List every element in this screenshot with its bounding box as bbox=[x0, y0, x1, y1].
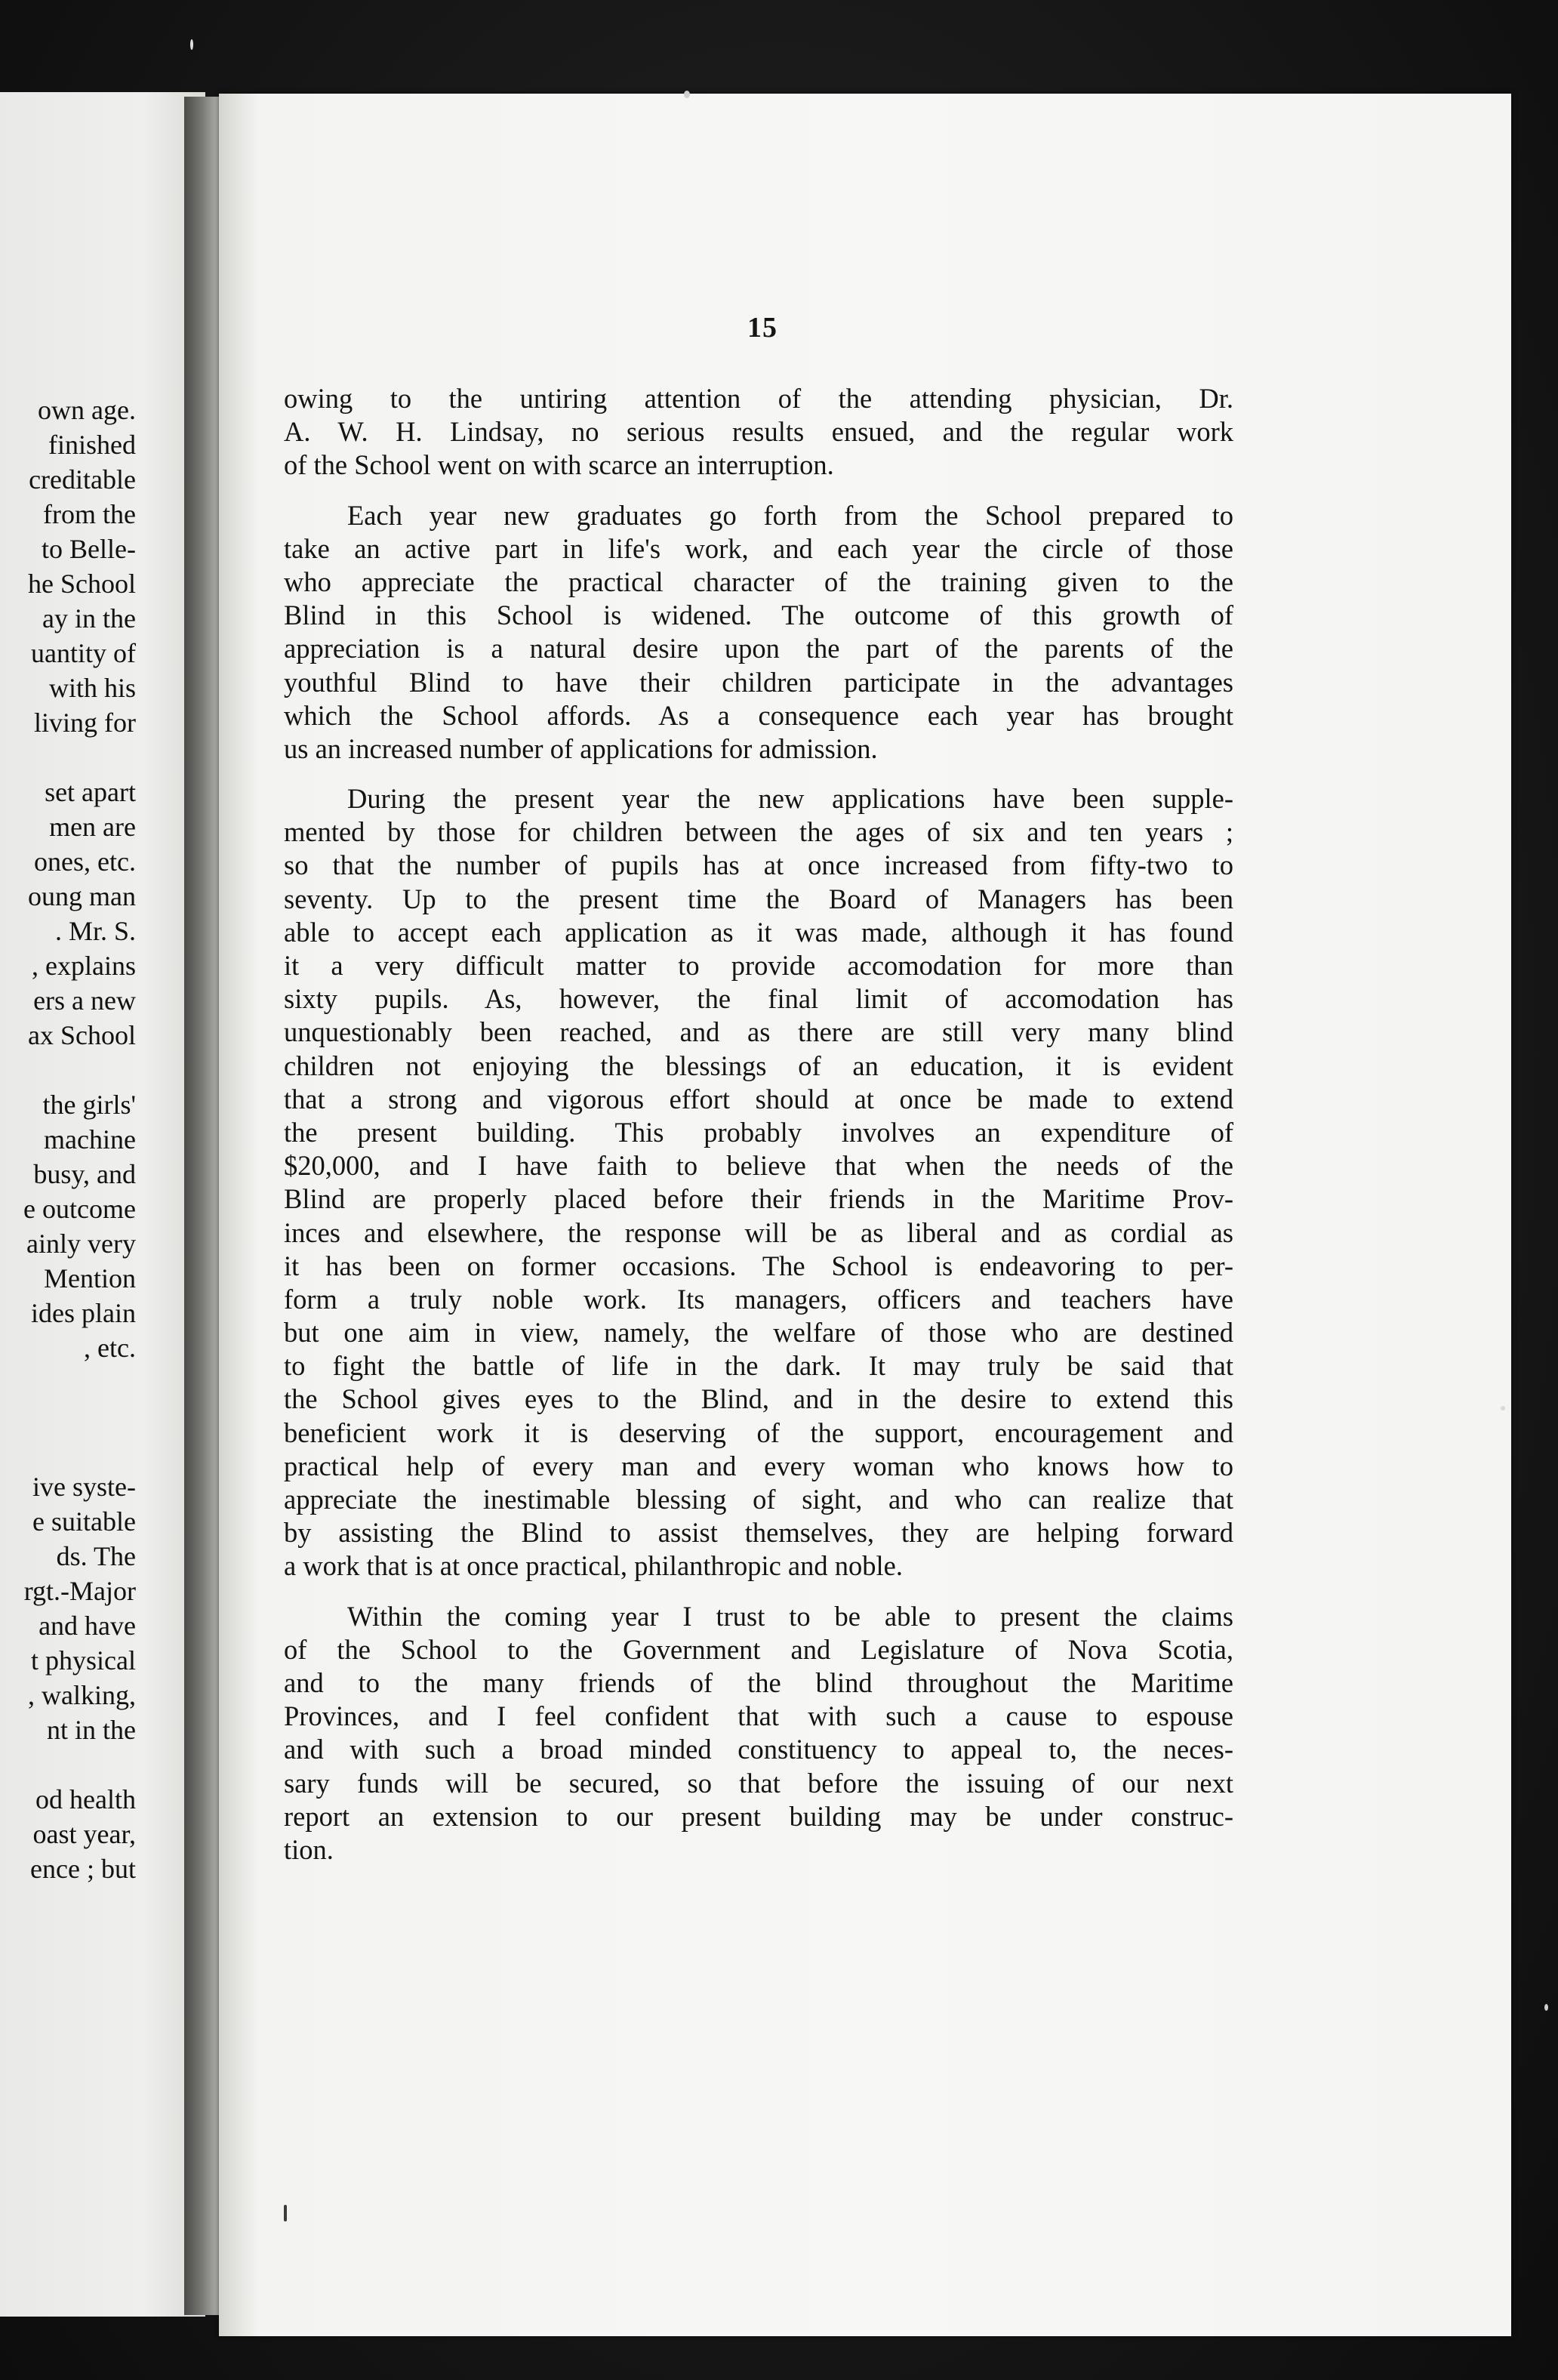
left-page-line: ay in the bbox=[42, 603, 136, 634]
text-line: inces and elsewhere, the response will be as liberal and as cordial as bbox=[284, 1216, 1233, 1248]
left-page-line: he School bbox=[28, 569, 136, 599]
text-line: A. W. H. Lindsay, no serious results ensued, and the regular work bbox=[284, 416, 1233, 448]
text-line: but one aim in view, namely, the welfare of those who are destined bbox=[284, 1317, 1233, 1349]
text-line: Blind are properly placed before their friends in the Maritime Prov- bbox=[284, 1183, 1233, 1215]
left-page-line: uantity of bbox=[31, 638, 136, 668]
text-line: sixty pupils. As, however, the final limit of accomodation has bbox=[284, 983, 1233, 1015]
text-line: which the School affords. As a consequence each year has brought bbox=[284, 699, 1233, 731]
left-page-line: finished bbox=[48, 430, 136, 460]
left-page-line: ides plain bbox=[31, 1298, 136, 1328]
left-page-line: creditable bbox=[29, 464, 136, 495]
left-page-line: ones, etc. bbox=[34, 846, 136, 877]
left-page-line bbox=[0, 1365, 136, 1400]
scan-speck bbox=[1544, 2004, 1548, 2011]
left-page-line: and have bbox=[38, 1611, 136, 1641]
left-page-line: ds. The bbox=[56, 1541, 136, 1571]
text-line: it has been on former occasions. The School is endeavoring to per- bbox=[284, 1250, 1233, 1281]
text-line: us an increased number of applications for admission. bbox=[284, 732, 878, 764]
text-line: sary funds will be secured, so that before the issuing of our next bbox=[284, 1767, 1233, 1799]
text-line: $20,000, and I have faith to believe that when the needs of the bbox=[284, 1150, 1233, 1182]
text-line: and to the many friends of the blind throughout the Maritime bbox=[284, 1666, 1233, 1698]
text-line: children not enjoying the blessings of an education, it is evident bbox=[284, 1050, 1233, 1081]
left-page-line: , walking, bbox=[28, 1680, 136, 1710]
left-page-line: to Belle- bbox=[42, 534, 136, 564]
text-line: who appreciate the practical character of the training given to the bbox=[284, 566, 1233, 597]
left-page-line: nt in the bbox=[47, 1715, 136, 1745]
left-page-line: from the bbox=[43, 499, 136, 529]
left-page-line: , etc. bbox=[84, 1333, 136, 1363]
left-page-line: t physical bbox=[31, 1645, 136, 1676]
left-page-line: living for bbox=[34, 708, 136, 738]
text-line: form a truly noble work. Its managers, officers and teachers have bbox=[284, 1283, 1233, 1315]
scan-speck bbox=[190, 39, 193, 50]
text-line: take an active part in life's work, and each year the circle of those bbox=[284, 532, 1233, 564]
scan-speck bbox=[1501, 1406, 1505, 1410]
left-page-line: rgt.-Major bbox=[23, 1576, 136, 1606]
text-line: by assisting the Blind to assist themselves, they are helping forward bbox=[284, 1517, 1233, 1549]
left-page-line bbox=[0, 1053, 136, 1087]
left-page-line: with his bbox=[48, 673, 136, 703]
text-line: unquestionably been reached, and as there are still very many blind bbox=[284, 1016, 1233, 1048]
left-page-line: machine bbox=[44, 1124, 136, 1155]
text-line: appreciate the inestimable blessing of sight, and who can realize that bbox=[284, 1484, 1233, 1515]
left-page-line: set apart bbox=[45, 777, 136, 807]
text-line: youthful Blind to have their children participate in the advantages bbox=[284, 666, 1233, 698]
left-page-line: e outcome bbox=[23, 1194, 136, 1224]
left-page-line: oast year, bbox=[32, 1819, 136, 1849]
left-page-line bbox=[0, 1400, 136, 1435]
text-line: the School gives eyes to the Blind, and in the desire to extend this bbox=[284, 1383, 1233, 1415]
paragraph bbox=[284, 499, 1233, 766]
left-page-line: ence ; but bbox=[30, 1854, 136, 1884]
left-page-line: own age. bbox=[38, 395, 136, 425]
text-line: and with such a broad minded constituency to appeal to, the neces- bbox=[284, 1734, 1233, 1765]
left-page-line: Mention bbox=[44, 1263, 136, 1293]
text-line: of the School went on with scarce an interruption. bbox=[284, 449, 834, 481]
text-line: to fight the battle of life in the dark. It may truly be said that bbox=[284, 1350, 1233, 1382]
left-page-text-column bbox=[0, 393, 136, 1886]
text-line: beneficient work it is deserving of the support, encouragement and bbox=[284, 1417, 1233, 1448]
text-line: so that the number of pupils has at once increased from fifty-two to bbox=[284, 849, 1233, 881]
left-page bbox=[0, 92, 205, 2317]
left-page-line bbox=[0, 1435, 136, 1469]
text-line: appreciation is a natural desire upon the part of the parents of the bbox=[284, 633, 1233, 664]
left-page-line: e suitable bbox=[32, 1506, 136, 1537]
text-line: owing to the untiring attention of the attending physician, Dr. bbox=[284, 383, 1233, 414]
text-line: of the School to the Government and Legislature of Nova Scotia, bbox=[284, 1633, 1233, 1665]
left-page-line bbox=[0, 740, 136, 775]
text-line: that a strong and vigorous effort should at once be made to extend bbox=[284, 1083, 1233, 1114]
text-line: mented by those for children between the ages of six and ten years ; bbox=[284, 816, 1233, 848]
paragraph bbox=[284, 782, 1233, 1583]
scan-speck bbox=[284, 2205, 287, 2221]
text-line: report an extension to our present building may be under construc- bbox=[284, 1800, 1233, 1832]
left-page-line: ax School bbox=[28, 1020, 136, 1050]
text-line: Each year new graduates go forth from the School prepared to bbox=[347, 499, 1233, 531]
text-line: During the present year the new applications have been supple- bbox=[347, 783, 1233, 815]
left-page-line: ive syste- bbox=[32, 1472, 136, 1502]
left-page-line: busy, and bbox=[33, 1159, 136, 1189]
left-page-line: oung man bbox=[28, 881, 136, 911]
text-line: tion. bbox=[284, 1833, 334, 1865]
left-page-line: men are bbox=[49, 812, 136, 842]
paragraph bbox=[284, 1600, 1233, 1867]
body-text bbox=[284, 382, 1233, 1867]
page-number: 15 bbox=[747, 312, 777, 344]
text-line: Within the coming year I trust to be able to present the claims bbox=[347, 1600, 1233, 1632]
left-page-line: ers a new bbox=[33, 985, 136, 1016]
text-line: Provinces, and I feel confident that with such a cause to espouse bbox=[284, 1700, 1233, 1732]
left-page-line: the girls' bbox=[42, 1090, 136, 1120]
text-line: a work that is at once practical, philanthropic and noble. bbox=[284, 1550, 903, 1582]
paragraph bbox=[284, 382, 1233, 482]
text-line: the present building. This probably involves an expenditure of bbox=[284, 1116, 1233, 1148]
text-line: able to accept each application as it was made, although it has found bbox=[284, 916, 1233, 948]
left-page-line: ainly very bbox=[26, 1229, 136, 1259]
left-page-line: . Mr. S. bbox=[54, 916, 136, 946]
text-line: practical help of every man and every woman who knows how to bbox=[284, 1450, 1233, 1481]
text-line: it a very difficult matter to provide accomodation for more than bbox=[284, 950, 1233, 981]
text-line: Blind in this School is widened. The outcome of this growth of bbox=[284, 600, 1233, 631]
scan-speck bbox=[684, 91, 690, 98]
left-page-line: od health bbox=[35, 1784, 136, 1814]
left-page-line bbox=[0, 1747, 136, 1782]
text-line: seventy. Up to the present time the Board of Managers has been bbox=[284, 883, 1233, 914]
left-page-line: , explains bbox=[32, 951, 136, 981]
